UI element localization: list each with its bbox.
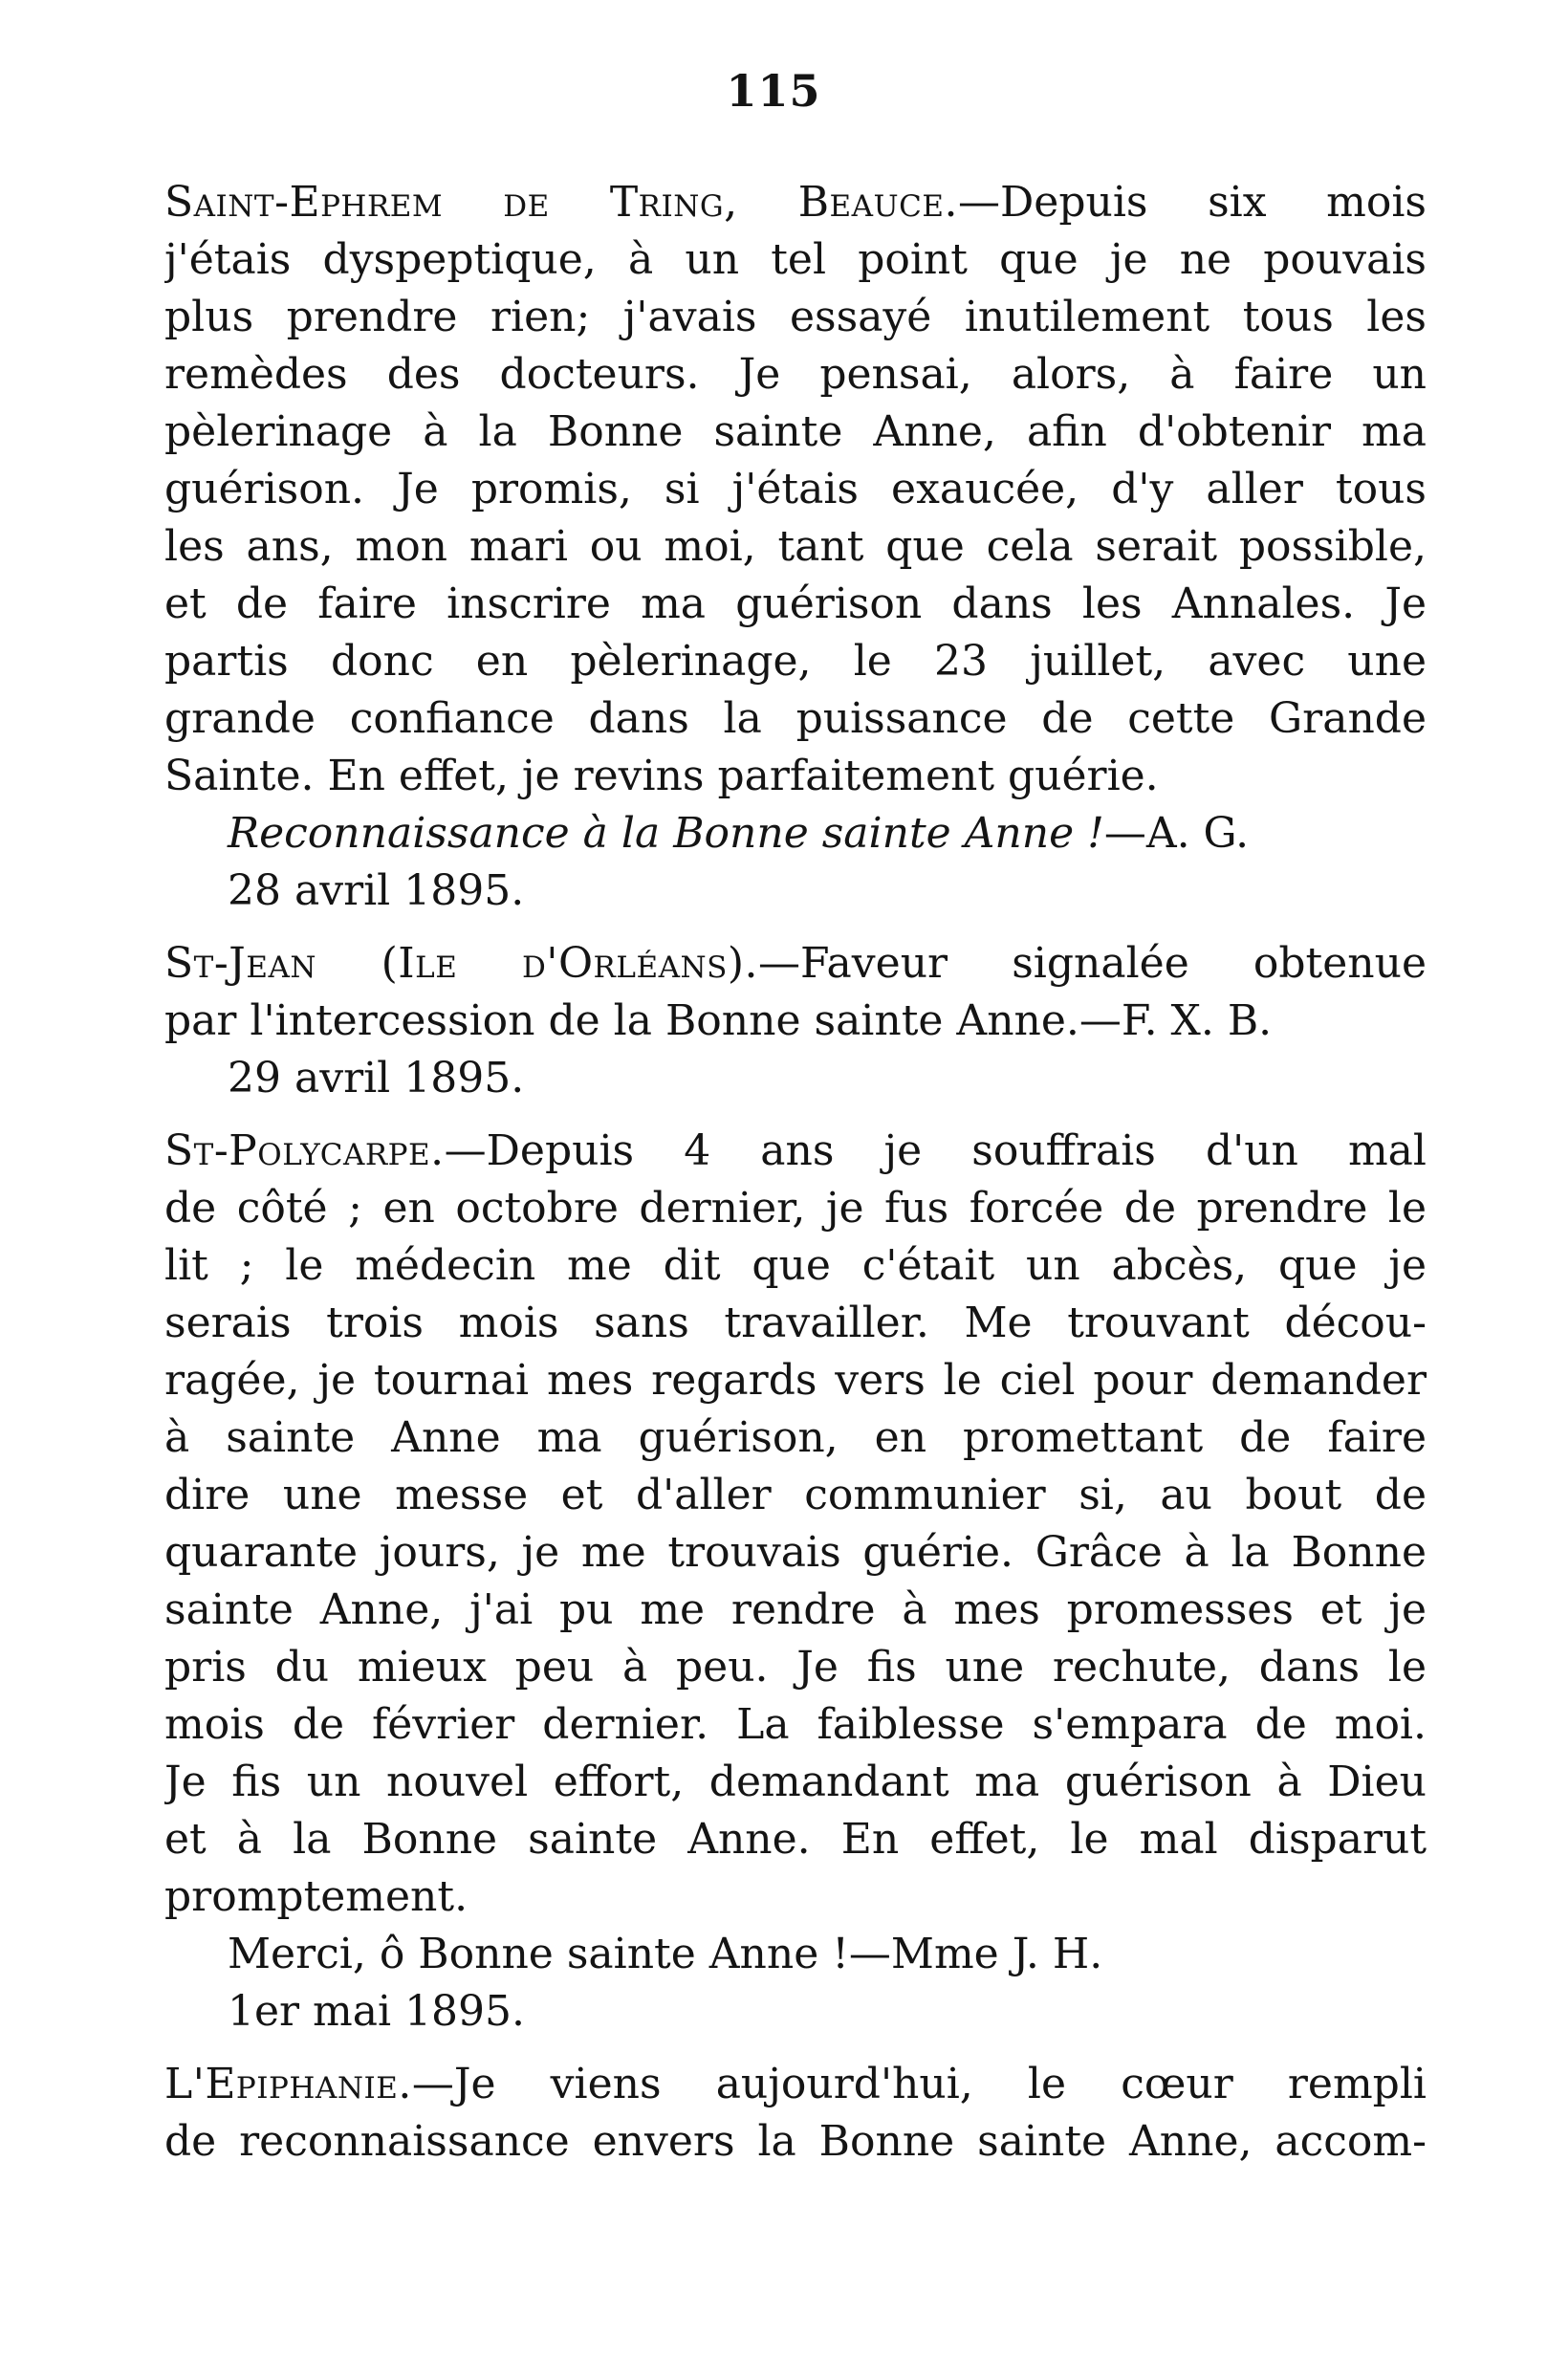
page-body	[164, 174, 1427, 2171]
text-line: St-Jean (Ile d'Orléans).—Faveur signalée obtenue	[164, 939, 1427, 988]
testimony-paragraph	[164, 174, 1427, 920]
text-line: lit ; le médecin me dit que c'était un abcès, que je	[164, 1241, 1427, 1290]
testimony-paragraph	[164, 935, 1427, 1107]
text-line: j'étais dyspeptique, à un tel point que je ne pouvais	[164, 235, 1427, 284]
place-heading: Saint-Ephrem de Tring, Beauce.	[164, 178, 959, 227]
text-line: de reconnaissance envers la Bonne sainte Anne, accom-	[164, 2117, 1427, 2166]
text-line: guérison. Je promis, si j'étais exaucée, d'y aller tous	[164, 465, 1427, 513]
text-line: plus prendre rien; j'avais essayé inutilement tous les	[164, 293, 1427, 341]
testimony-paragraph	[164, 1123, 1427, 2041]
date-line: 28 avril 1895.	[228, 866, 525, 915]
text-line: sainte Anne, j'ai pu me rendre à mes promesses et je	[164, 1585, 1427, 1634]
testimony-paragraph	[164, 2056, 1427, 2171]
text-line: partis donc en pèlerinage, le 23 juillet, avec une	[164, 637, 1427, 686]
text-line: mois de février dernier. La faiblesse s'empara de moi.	[164, 1700, 1427, 1749]
date-line: 29 avril 1895.	[228, 1054, 525, 1103]
text-line: quarante jours, je me trouvais guérie. Grâce à la Bonne	[164, 1528, 1427, 1577]
text-line: pris du mieux peu à peu. Je fis une rechute, dans le	[164, 1643, 1427, 1692]
place-heading: St-Jean (Ile d'Orléans).	[164, 939, 759, 988]
text-line: pèlerinage à la Bonne sainte Anne, afin d'obtenir ma	[164, 407, 1427, 456]
text-line: à sainte Anne ma guérison, en promettant de faire	[164, 1413, 1427, 1462]
text-line: les ans, mon mari ou moi, tant que cela serait possible,	[164, 522, 1427, 571]
place-heading: L'Epiphanie.	[164, 2060, 412, 2108]
text-line: promptement.	[164, 1872, 468, 1921]
text-line: serais trois mois sans travailler. Me trouvant décou-	[164, 1299, 1427, 1347]
date-line: 1er mai 1895.	[228, 1987, 526, 2036]
text-line: dire une messe et d'aller communier si, au bout de	[164, 1471, 1427, 1519]
text-line: ragée, je tournai mes regards vers le ciel pour demander	[164, 1356, 1427, 1405]
text-line: et de faire inscrire ma guérison dans les Annales. Je	[164, 579, 1427, 628]
text-line: par l'intercession de la Bonne sainte Anne.—F. X. B.	[164, 996, 1273, 1045]
text-line: de côté ; en octobre dernier, je fus forcée de prendre le	[164, 1184, 1427, 1233]
text-line: et à la Bonne sainte Anne. En effet, le mal disparut	[164, 1815, 1427, 1864]
text-line: Sainte. En effet, je revins parfaitement guérie.	[164, 752, 1159, 800]
text-line: Saint-Ephrem de Tring, Beauce.—Depuis six mois	[164, 178, 1427, 227]
place-heading: St-Polycarpe.	[164, 1126, 445, 1175]
signature-line: Reconnaissance à la Bonne sainte Anne !—A. G.	[228, 809, 1250, 858]
signature-line: Merci, ô Bonne sainte Anne !—Mme J. H.	[228, 1930, 1103, 1978]
text-line: St-Polycarpe.—Depuis 4 ans je souffrais d'un mal	[164, 1126, 1427, 1175]
page-number: 115	[726, 65, 821, 117]
text-line: remèdes des docteurs. Je pensai, alors, à faire un	[164, 350, 1427, 399]
text-line: grande confiance dans la puissance de cette Grande	[164, 694, 1427, 743]
text-line: L'Epiphanie.—Je viens aujourd'hui, le cœur rempli	[164, 2060, 1427, 2108]
text-line: Je fis un nouvel effort, demandant ma guérison à Dieu	[164, 1758, 1427, 1806]
